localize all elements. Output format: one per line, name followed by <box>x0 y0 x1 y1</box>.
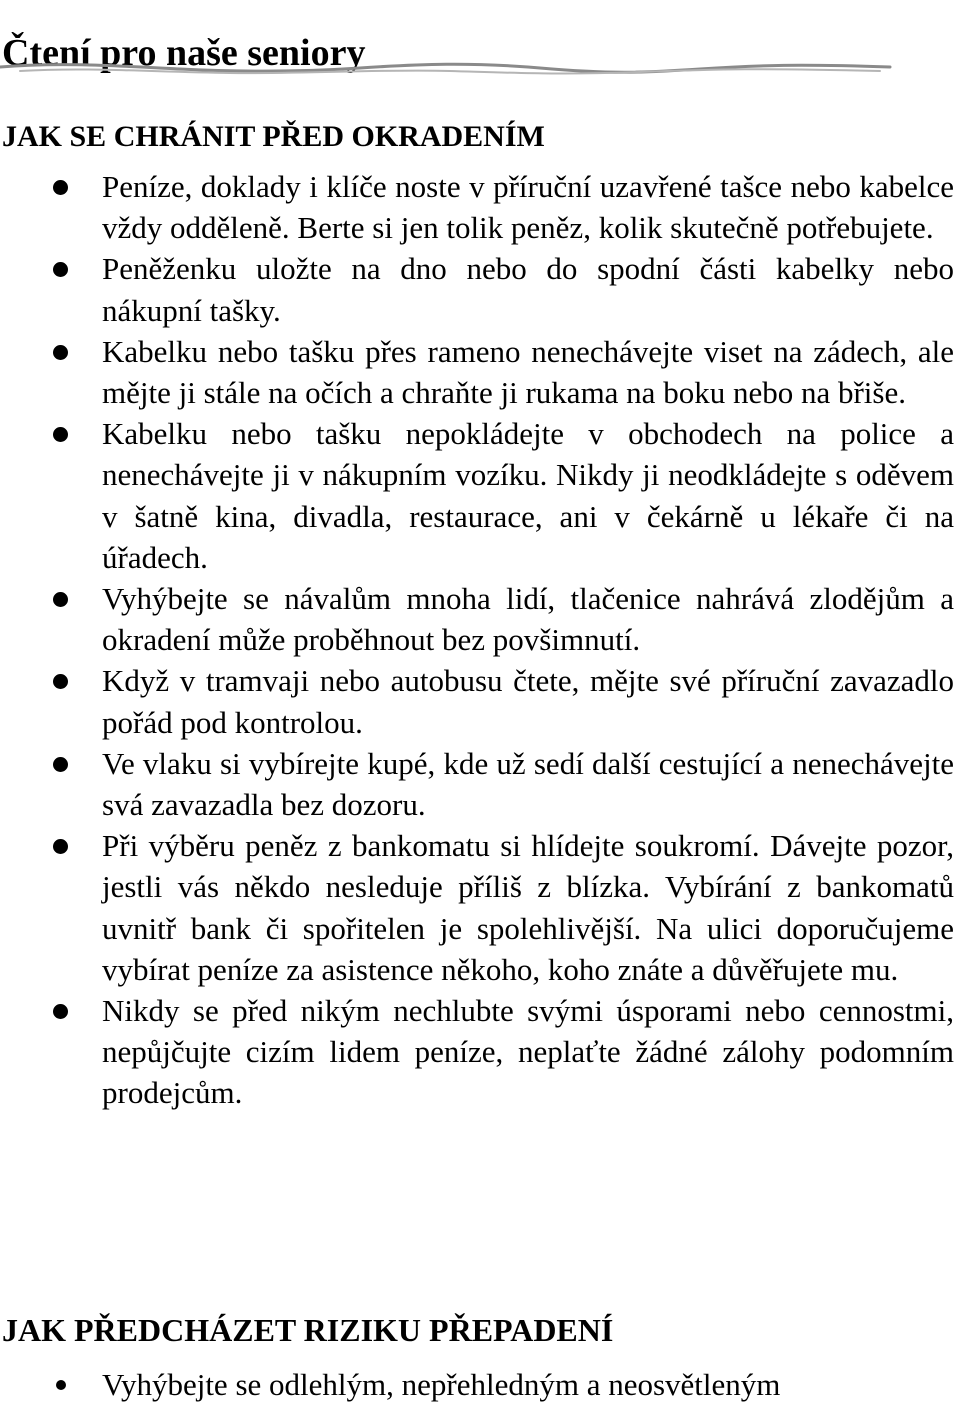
bullet-icon <box>53 262 68 277</box>
list-item <box>0 990 960 1114</box>
bullet-icon <box>53 757 68 772</box>
list-item-text: Peníze, doklady i klíče noste v příruční uzavřené tašce nebo kabelce vždy odděleně. Berte si jen tolik peněz, kolik skutečně potřebujete. <box>102 169 954 246</box>
list-item <box>0 166 960 248</box>
list-item-text: Nikdy se před nikým nechlubte svými úsporami nebo cennostmi, nepůjčujte cizím lidem peníze, neplaťte žádné zálohy podomním prodejcům. <box>102 993 954 1111</box>
list-item-text: Kabelku nebo tašku nepokládejte v obchodech na police a nenechávejte ji v nákupním vozíku. Nikdy ji neodkládejte s oděvem v šatně kina, divadla, restaurace, ani v čekárně u lékaře či na úřadech. <box>102 416 954 575</box>
list-item <box>0 248 960 330</box>
list-item-text: Při výběru peněz z bankomatu si hlídejte soukromí. Dávejte pozor, jestli vás někdo nesleduje příliš z blízka. Vybírání z bankomatů uvnitř bank či spořitelen je spolehlivější. Na ulici doporučujeme vybírat peníze za asistence někoho, koho znáte a důvěřujete mu. <box>102 828 954 987</box>
list-item-text: Vyhýbejte se odlehlým, nepřehledným a neosvětleným <box>102 1367 781 1402</box>
bullet-icon <box>53 427 68 442</box>
list-item-text: Vyhýbejte se návalům mnoha lidí, tlačenice nahrává zlodějům a okradení může proběhnout bez povšimnutí. <box>102 581 954 658</box>
bullet-icon <box>53 1004 68 1019</box>
list-item <box>0 413 960 578</box>
list-item-text: Ve vlaku si vybírejte kupé, kde už sedí další cestující a nenechávejte svá zavazadla bez dozoru. <box>102 745 954 823</box>
list-item <box>0 660 960 742</box>
list-item <box>0 743 960 825</box>
page-title: Čtení pro naše seniory <box>2 32 366 75</box>
list-item <box>0 825 960 990</box>
bullet-icon <box>53 592 68 607</box>
bullet-icon <box>56 1380 66 1390</box>
bullet-icon <box>53 180 68 195</box>
list-item <box>0 578 960 660</box>
list-item-text: Když v tramvaji nebo autobusu čtete, mějte své příruční zavazadlo pořád pod kontrolou. <box>102 663 954 740</box>
list-item <box>0 331 960 413</box>
list-item-text: Peněženku uložte na dno nebo do spodní části kabelky nebo nákupní tašky. <box>102 251 954 328</box>
bullet-icon <box>53 674 68 689</box>
decorative-brush-line <box>0 56 900 82</box>
bullet-icon <box>53 345 68 360</box>
section-heading: JAK SE CHRÁNIT PŘED OKRADENÍM <box>2 119 545 153</box>
list-item-text: Kabelku nebo tašku přes rameno nenechávejte viset na zádech, ale mějte ji stále na očích a chraňte ji rukama na boku nebo na břiše. <box>102 333 954 411</box>
bullet-list <box>0 1364 960 1405</box>
bullet-icon <box>53 839 68 854</box>
bullet-list <box>0 166 960 1114</box>
list-item <box>0 1364 960 1405</box>
section-heading: JAK PŘEDCHÁZET RIZIKU PŘEPADENÍ <box>2 1311 614 1348</box>
